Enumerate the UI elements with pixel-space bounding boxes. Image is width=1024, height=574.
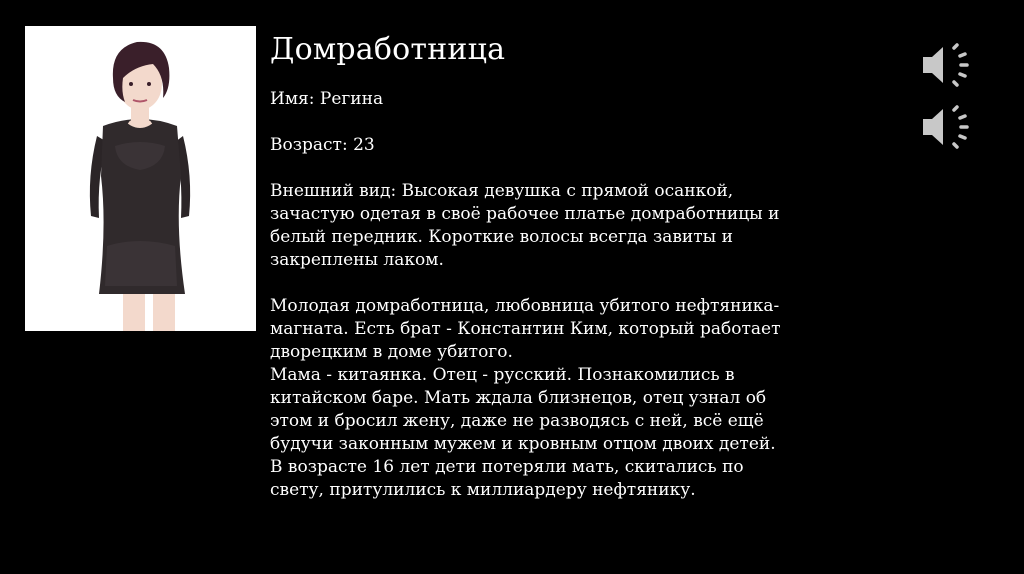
character-illustration bbox=[25, 26, 256, 331]
spacer bbox=[270, 157, 870, 180]
speaker-icon[interactable] bbox=[920, 40, 974, 90]
appearance-line: белый передник. Короткие волосы всегда завиты и bbox=[270, 227, 733, 247]
bio-line: Молодая домработница, любовница убитого нефтяника- bbox=[270, 296, 780, 316]
speaker-icon[interactable] bbox=[920, 102, 974, 152]
appearance-line: Внешний вид: Высокая девушка с прямой осанкой, bbox=[270, 181, 734, 201]
bio-line: магната. Есть брат - Константин Ким, который работает bbox=[270, 319, 781, 339]
bio-line: дворецким в доме убитого. bbox=[270, 342, 513, 362]
appearance-line: закреплены лаком. bbox=[270, 250, 444, 270]
bio-line: В возрасте 16 лет дети потеряли мать, скитались по bbox=[270, 457, 744, 477]
spacer bbox=[270, 272, 870, 295]
spacer bbox=[270, 111, 870, 134]
character-portrait bbox=[25, 26, 256, 331]
slide-title: Домработница bbox=[270, 32, 506, 67]
appearance-paragraph bbox=[270, 180, 870, 272]
appearance-line: зачастую одетая в своё рабочее платье домработницы и bbox=[270, 204, 780, 224]
bio-paragraph bbox=[270, 295, 870, 502]
bio-line: свету, притулились к миллиардеру нефтянику. bbox=[270, 480, 696, 500]
age-line: Возраст: 23 bbox=[270, 135, 375, 155]
slide-content bbox=[270, 30, 870, 502]
bio-line: китайском баре. Мать ждала близнецов, отец узнал об bbox=[270, 388, 767, 408]
name-line: Имя: Регина bbox=[270, 89, 384, 109]
bio-line: Мама - китаянка. Отец - русский. Познакомились в bbox=[270, 365, 735, 385]
bio-line: этом и бросил жену, даже не разводясь с ней, всё ещё bbox=[270, 411, 764, 431]
bio-line: будучи законным мужем и кровным отцом двоих детей. bbox=[270, 434, 776, 454]
